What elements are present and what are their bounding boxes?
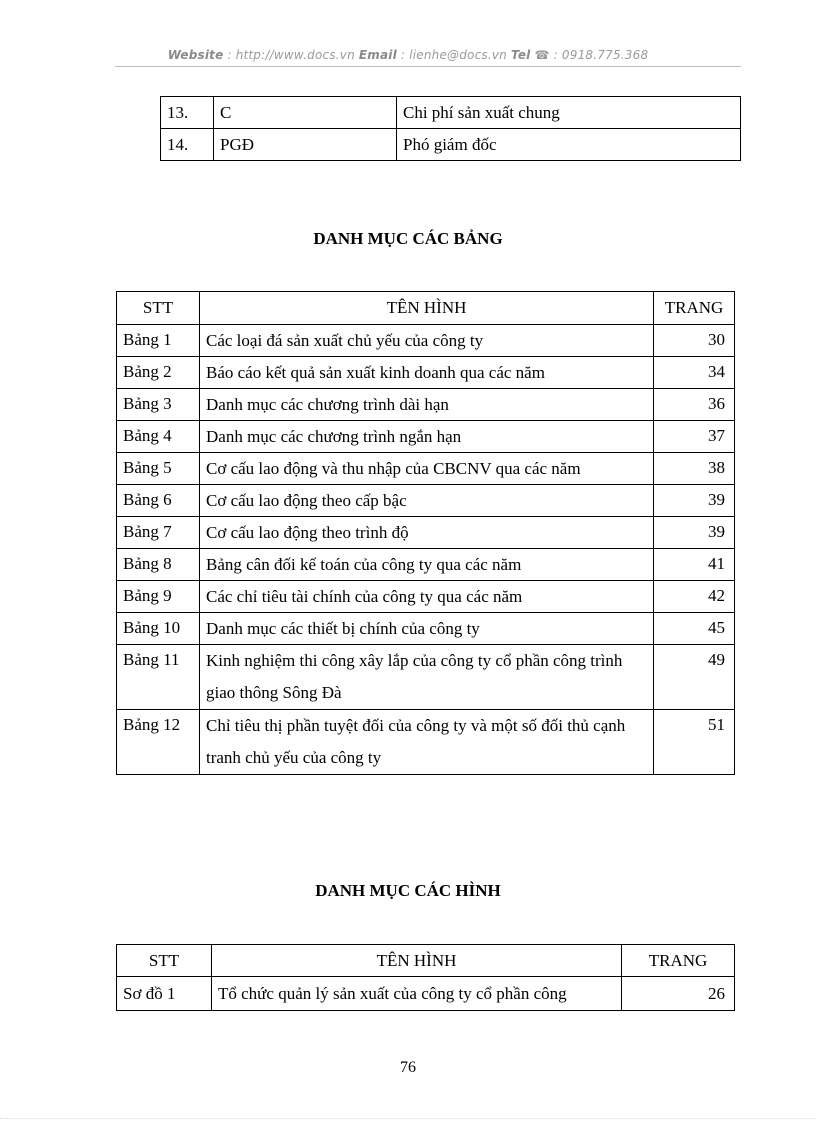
abbr-stt: 13.	[161, 97, 214, 129]
column-header-name: TÊN HÌNH	[200, 292, 654, 325]
header-divider	[115, 66, 741, 67]
table-stt: Bảng 4	[117, 421, 200, 453]
table-name: Danh mục các chương trình ngắn hạn	[200, 421, 654, 453]
figure-name: Tổ chức quản lý sản xuất của công ty cổ phần công	[212, 977, 622, 1011]
table-header-row	[117, 945, 735, 977]
table-page: 38	[654, 453, 735, 485]
table-row	[117, 977, 735, 1011]
table-row	[117, 613, 735, 645]
abbr-code: PGĐ	[214, 129, 397, 161]
table-row	[117, 549, 735, 581]
column-header-page: TRANG	[654, 292, 735, 325]
table-row	[117, 325, 735, 357]
table-name: Các chỉ tiêu tài chính của công ty qua các năm	[200, 581, 654, 613]
table-name: Kinh nghiệm thi công xây lắp của công ty cổ phần công trình giao thông Sông Đà	[200, 645, 654, 710]
table-stt: Bảng 10	[117, 613, 200, 645]
abbr-stt: 14.	[161, 129, 214, 161]
table-row	[161, 97, 741, 129]
abbr-code: C	[214, 97, 397, 129]
table-page: 49	[654, 645, 735, 710]
abbr-meaning: Phó giám đốc	[397, 129, 741, 161]
table-row	[161, 129, 741, 161]
table-page: 34	[654, 357, 735, 389]
table-page: 39	[654, 517, 735, 549]
website-label: Website	[167, 48, 224, 62]
table-page: 42	[654, 581, 735, 613]
table-row	[117, 710, 735, 775]
email-label: Email	[358, 48, 397, 62]
table-row	[117, 485, 735, 517]
tables-list	[116, 291, 735, 775]
table-page: 37	[654, 421, 735, 453]
website-value: : http://www.docs.vn	[223, 48, 359, 62]
table-name: Bảng cân đối kế toán của công ty qua các năm	[200, 549, 654, 581]
table-row	[117, 645, 735, 710]
table-name: Báo cáo kết quả sản xuất kinh doanh qua các năm	[200, 357, 654, 389]
table-stt: Bảng 5	[117, 453, 200, 485]
table-page: 41	[654, 549, 735, 581]
table-stt: Bảng 12	[117, 710, 200, 775]
table-name: Chỉ tiêu thị phần tuyệt đối của công ty và một số đối thủ cạnh tranh chủ yếu của công ty	[200, 710, 654, 775]
page-number: 76	[400, 1059, 416, 1076]
table-row	[117, 357, 735, 389]
column-header-page: TRANG	[622, 945, 735, 977]
column-header-name: TÊN HÌNH	[212, 945, 622, 977]
table-row	[117, 581, 735, 613]
tables-section-title: DANH MỤC CÁC BẢNG	[313, 229, 503, 248]
table-page: 36	[654, 389, 735, 421]
tables-list-body	[117, 325, 735, 775]
table-header-row	[117, 292, 735, 325]
table-row	[117, 517, 735, 549]
table-row	[117, 389, 735, 421]
table-name: Danh mục các thiết bị chính của công ty	[200, 613, 654, 645]
table-name: Cơ cấu lao động theo cấp bậc	[200, 485, 654, 517]
table-stt: Bảng 6	[117, 485, 200, 517]
table-page: 39	[654, 485, 735, 517]
table-stt: Bảng 11	[117, 645, 200, 710]
table-stt: Bảng 1	[117, 325, 200, 357]
table-name: Cơ cấu lao động và thu nhập của CBCNV qua các năm	[200, 453, 654, 485]
phone-icon: ☎	[534, 48, 550, 62]
table-row	[117, 453, 735, 485]
table-page: 30	[654, 325, 735, 357]
abbreviation-table	[160, 96, 741, 161]
tel-label: Tel	[510, 48, 531, 62]
figure-page: 26	[622, 977, 735, 1011]
table-stt: Bảng 8	[117, 549, 200, 581]
table-name: Danh mục các chương trình dài hạn	[200, 389, 654, 421]
table-name: Các loại đá sản xuất chủ yếu của công ty	[200, 325, 654, 357]
figures-section-title: DANH MỤC CÁC HÌNH	[315, 881, 501, 900]
table-name: Cơ cấu lao động theo trình độ	[200, 517, 654, 549]
table-page: 51	[654, 710, 735, 775]
table-stt: Bảng 2	[117, 357, 200, 389]
table-row	[117, 421, 735, 453]
table-stt: Bảng 9	[117, 581, 200, 613]
table-stt: Bảng 7	[117, 517, 200, 549]
table-page: 45	[654, 613, 735, 645]
column-header-stt: STT	[117, 292, 200, 325]
abbr-meaning: Chi phí sản xuất chung	[397, 97, 741, 129]
table-stt: Bảng 3	[117, 389, 200, 421]
page-header	[0, 48, 816, 62]
figure-stt: Sơ đồ 1	[117, 977, 212, 1011]
email-value: : lienhe@docs.vn	[396, 48, 511, 62]
figures-list	[116, 944, 735, 1011]
footer-divider	[0, 1118, 816, 1119]
column-header-stt: STT	[117, 945, 212, 977]
tel-value: : 0918.775.368	[549, 48, 649, 62]
